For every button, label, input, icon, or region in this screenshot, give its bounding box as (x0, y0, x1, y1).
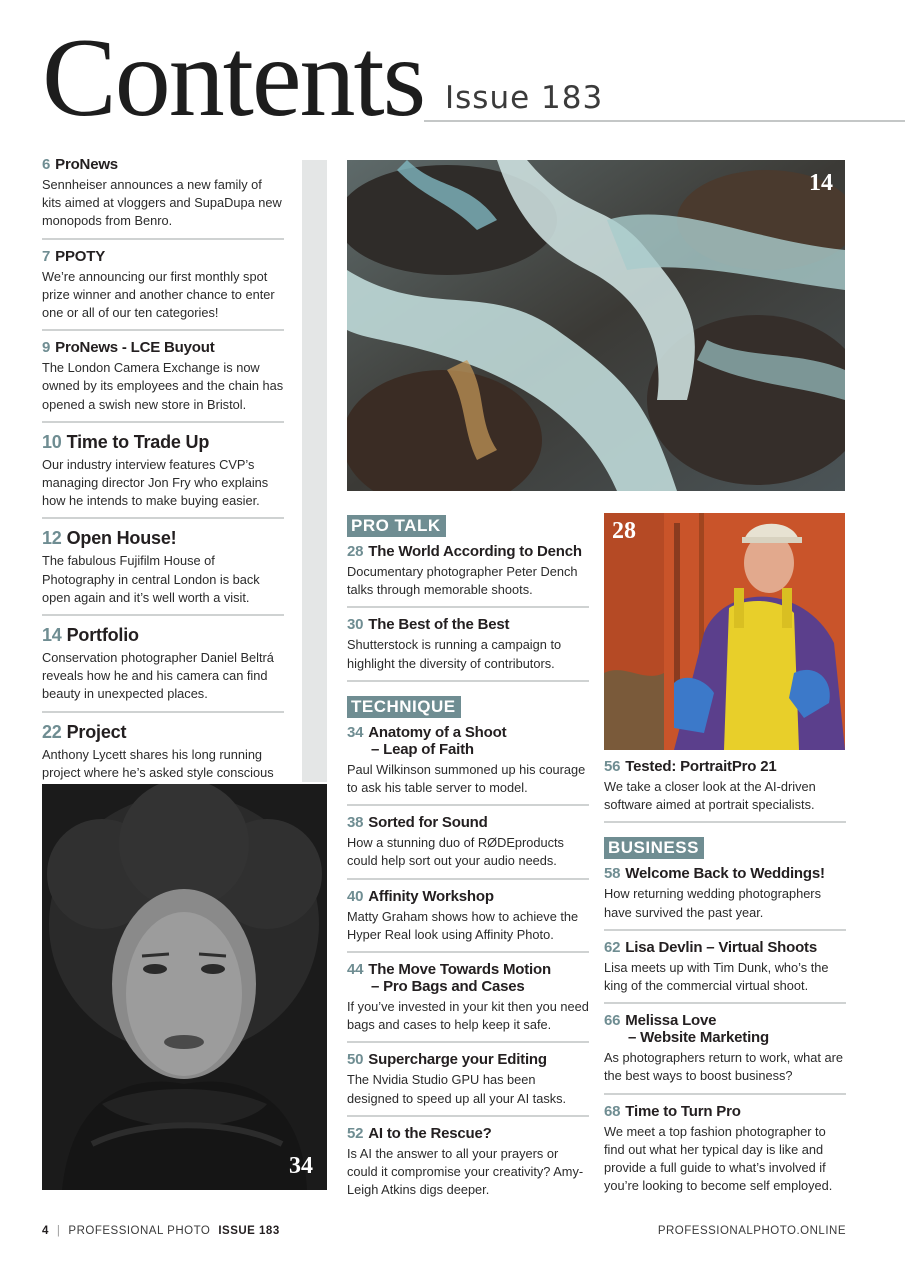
portrait-photo-page-number: 34 (289, 1153, 313, 1179)
toc-entry-lisa-devlin[interactable] (604, 939, 846, 1004)
entry-description: The London Camera Exchange is now owned by its employees and the chain has opened a swish new store in Bristol. (42, 360, 284, 412)
entry-title: Affinity Workshop (368, 887, 494, 905)
page-number: 14 (42, 625, 62, 646)
entry-heading (347, 888, 589, 905)
entry-description: Documentary photographer Peter Dench talks through memorable shoots. (347, 564, 578, 598)
entry-heading (347, 1051, 589, 1068)
footer-left (42, 1225, 280, 1237)
toc-entry-lce-buyout[interactable] (42, 339, 284, 423)
fisherman-photo-page-number: 28 (612, 518, 636, 544)
entry-description: How a stunning duo of RØDEproducts could help sort out your audio needs. (347, 835, 564, 869)
toc-entry-affinity[interactable] (347, 888, 589, 953)
page-number: 68 (604, 1102, 621, 1120)
entry-title: Tested: PortraitPro 21 (625, 758, 777, 775)
entry-description: We’re announcing our first monthly spot prize winner and another chance to enter one or all of our ten categories! (42, 268, 275, 321)
aerial-river-photo[interactable] (347, 160, 845, 491)
page-number: 38 (347, 814, 364, 832)
entry-title-continued: – Leap of Faith (371, 740, 474, 758)
section-label-business: BUSINESS (604, 837, 704, 859)
entry-title: PPOTY (55, 247, 106, 265)
toc-entry-dench[interactable] (347, 543, 589, 608)
page-number: 9 (42, 339, 51, 357)
page-number: 62 (604, 938, 621, 956)
page-number: 52 (347, 1124, 364, 1142)
entry-title: Time to Turn Pro (625, 1102, 741, 1120)
entry-title: AI to the Rescue? (368, 1124, 492, 1142)
footer-issue: ISSUE 183 (218, 1225, 280, 1237)
entry-title: ProNews - LCE Buyout (55, 339, 215, 357)
left-column (42, 156, 284, 807)
entry-description: Conservation photographer Daniel Beltrá reveals how he and his camera can find beauty in unexpected places. (42, 650, 274, 702)
entry-title: Anatomy of a Shoot (368, 723, 507, 741)
page-number: 50 (347, 1051, 364, 1069)
page-number: 56 (604, 758, 621, 775)
footer-magazine-name: PROFESSIONAL PHOTO (68, 1225, 211, 1237)
entry-description: Shutterstock is running a campaign to highlight the diversity of contributors. (347, 637, 562, 671)
entry-heading (604, 758, 846, 775)
entry-heading (347, 543, 589, 560)
entry-description: The fabulous Fujifilm House of Photography in central London is back open again and it’s well worth a visit. (42, 553, 260, 605)
entry-heading (42, 527, 284, 549)
entry-description: Sennheiser announces a new family of kits aimed at vloggers and SupaDupa new monopods from Benro. (42, 177, 282, 229)
entry-title: Welcome Back to Weddings! (625, 865, 825, 883)
aerial-photo-page-number: 14 (809, 170, 833, 196)
entry-heading (604, 1103, 846, 1120)
toc-entry-portfolio[interactable] (42, 624, 284, 713)
entry-description: Paul Wilkinson summoned up his courage to ask his table server to model. (347, 761, 586, 796)
entry-title: Supercharge your Editing (368, 1051, 547, 1069)
entry-heading (347, 814, 589, 831)
page-number: 7 (42, 247, 51, 265)
entry-heading (42, 339, 284, 356)
page-number: 28 (347, 543, 364, 560)
entry-description: If you’ve invested in your kit then you need bags and cases to help keep it safe. (347, 999, 589, 1033)
portrait-photo[interactable] (42, 784, 327, 1190)
entry-heading (42, 721, 284, 743)
entry-description: Lisa meets up with Tim Dunk, who’s the king of the commercial virtual shoot. (604, 959, 829, 994)
entry-heading (42, 624, 284, 646)
entry-description: Anthony Lycett shares his long running project where he’s asked style conscious (42, 746, 274, 780)
entry-heading (347, 724, 589, 758)
footer-url[interactable]: PROFESSIONALPHOTO.ONLINE (657, 1225, 846, 1237)
entry-title: The Move Towards Motion (368, 961, 551, 979)
entry-title: Sorted for Sound (368, 814, 488, 832)
entry-title: Melissa Love (625, 1012, 717, 1030)
page-number: 30 (347, 616, 364, 634)
page-number: 22 (42, 721, 62, 742)
entry-heading (604, 865, 846, 882)
entry-title: Time to Trade Up (66, 431, 210, 452)
entry-description: How returning wedding photographers have survived the past year. (604, 886, 821, 920)
entry-description: We take a closer look at the AI-driven software aimed at portrait specialists. (604, 779, 816, 813)
entry-description: We meet a top fashion photographer to find out what her typical day is like and provide a full guide to what’s involved if you’re looking to become self employed. (604, 1123, 833, 1194)
section-label-technique: TECHNIQUE (347, 696, 461, 718)
entry-description: Matty Graham shows how to achieve the Hyper Real look using Affinity Photo. (347, 908, 579, 942)
toc-entry-anatomy[interactable] (347, 724, 589, 806)
page-number: 6 (42, 156, 51, 173)
right-column (604, 758, 846, 1202)
entry-heading (347, 1125, 589, 1142)
entry-description: The Nvidia Studio GPU has been designed to speed up all your AI tasks. (347, 1072, 567, 1106)
footer-separator: | (56, 1225, 61, 1237)
folio-page-number: 4 (42, 1225, 49, 1237)
toc-entry-melissa-love[interactable] (604, 1012, 846, 1094)
entry-heading (604, 1012, 846, 1046)
entry-heading (347, 616, 589, 633)
page-number: 34 (347, 723, 364, 741)
middle-column (347, 515, 589, 1206)
page-number: 44 (347, 961, 364, 979)
toc-entry-weddings[interactable] (604, 865, 846, 930)
entry-title: ProNews (55, 156, 118, 173)
page-number: 66 (604, 1012, 621, 1030)
entry-title: Project (66, 721, 127, 742)
page-number: 12 (42, 528, 62, 549)
entry-title: The Best of the Best (368, 616, 510, 634)
entry-heading (42, 156, 284, 173)
entry-description: Is AI the answer to all your prayers or could it compromise your creativity? Amy-Leigh Atkins digs deeper. (347, 1145, 584, 1198)
fisherman-photo[interactable] (604, 513, 845, 750)
entry-heading (42, 431, 284, 453)
issue-number: Issue 183 (445, 80, 604, 116)
entry-title-continued: – Pro Bags and Cases (371, 978, 525, 996)
entry-title: Portfolio (66, 625, 139, 646)
toc-entry-ai-rescue[interactable] (347, 1125, 589, 1207)
aerial-river-image (347, 160, 845, 491)
entry-description: As photographers return to work, what are the best ways to boost business? (604, 1050, 843, 1084)
entry-description: Our industry interview features CVP’s managing director Jon Fry who explains how he intends to make buying easier. (42, 456, 269, 509)
decorative-band (302, 160, 327, 782)
fisherman-image (604, 513, 845, 750)
page-title: Contents (42, 16, 425, 140)
page-number: 40 (347, 887, 364, 905)
section-label-pro-talk: PRO TALK (347, 515, 446, 537)
entry-heading (604, 939, 846, 956)
toc-entry-best-of-best[interactable] (347, 616, 589, 681)
entry-title: Lisa Devlin – Virtual Shoots (625, 938, 817, 956)
toc-entry-open-house[interactable] (42, 527, 284, 616)
entry-title: The World According to Dench (368, 543, 582, 560)
entry-heading (42, 248, 284, 265)
entry-heading (347, 961, 589, 995)
toc-entry-turn-pro[interactable] (604, 1103, 846, 1203)
toc-entry-ppoty[interactable] (42, 248, 284, 332)
entry-title-continued: – Website Marketing (628, 1029, 769, 1047)
toc-entry-motion[interactable] (347, 961, 589, 1043)
toc-entry-pronews[interactable] (42, 156, 284, 240)
portrait-image (42, 784, 327, 1190)
toc-entry-sound[interactable] (347, 814, 589, 879)
title-rule (424, 120, 905, 122)
toc-entry-trade-up[interactable] (42, 431, 284, 520)
page-number: 58 (604, 865, 621, 883)
toc-entry-portraitpro[interactable] (604, 758, 846, 823)
toc-entry-editing[interactable] (347, 1051, 589, 1116)
page-number: 10 (42, 431, 62, 452)
entry-title: Open House! (66, 528, 177, 549)
